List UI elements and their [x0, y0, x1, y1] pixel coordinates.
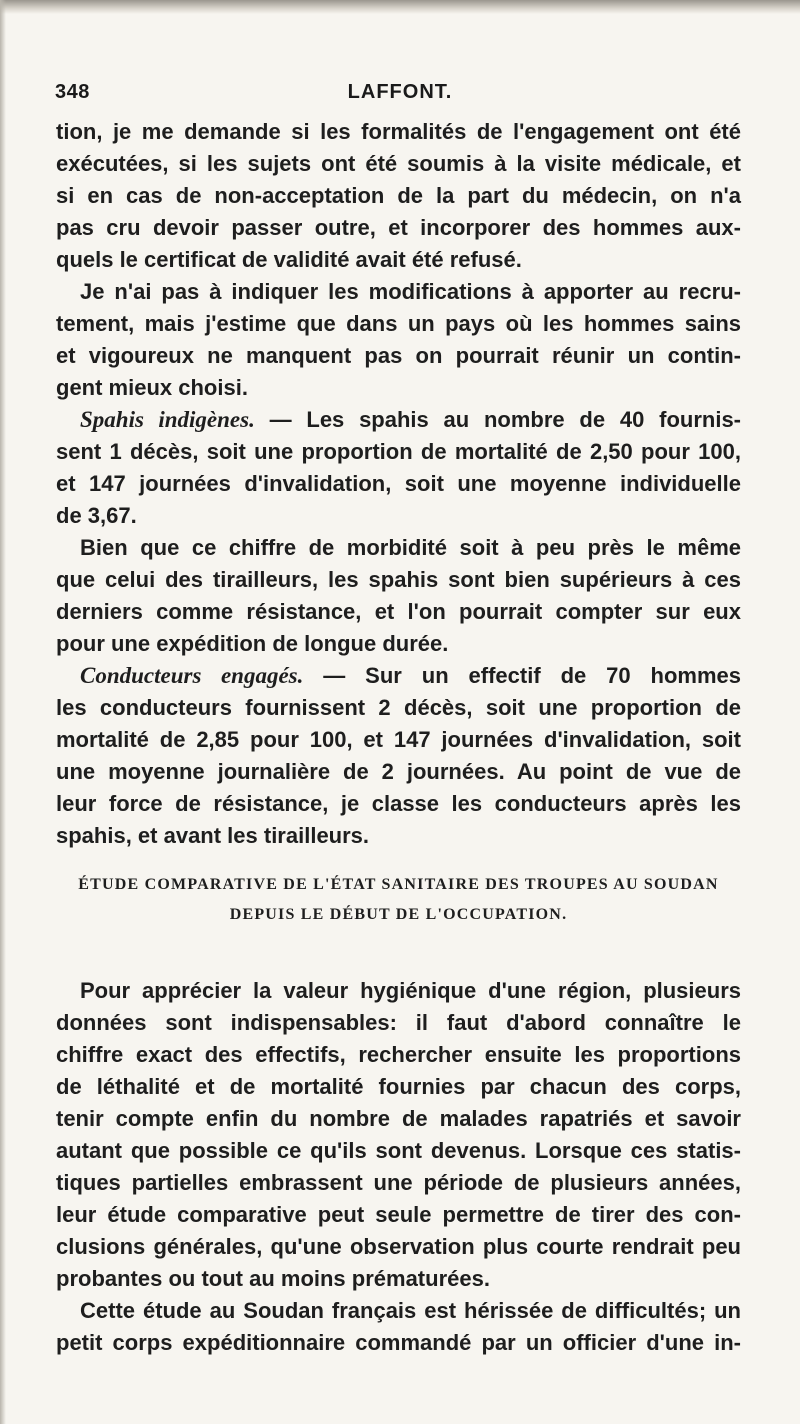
text-line: leur force de résistance, je classe les conducteurs après les	[56, 791, 741, 816]
text-line: quels le certificat de validité avait été refusé.	[56, 247, 522, 272]
text-line: Bien que ce chiffre de morbidité soit à peu près le même	[80, 535, 741, 560]
text-line: exécutées, si les sujets ont été soumis à la visite médicale, et	[56, 151, 741, 176]
text-line: tement, mais j'estime que dans un pays où les hommes sains	[56, 311, 741, 336]
text-line: leur étude comparative peut seule permettre de tirer des con-	[56, 1202, 741, 1227]
text-line: mortalité de 2,85 pour 100, et 147 journées d'invalidation, soit	[56, 727, 741, 752]
text-line: tenir compte enfin du nombre de malades rapatriés et savoir	[56, 1106, 741, 1131]
page-number: 348	[55, 81, 90, 103]
page-left-shadow	[0, 0, 6, 1424]
text-line: une moyenne journalière de 2 journées. Au point de vue de	[56, 759, 741, 784]
text-line: tiques partielles embrassent une période de plusieurs années,	[56, 1170, 741, 1195]
text-line: petit corps expéditionnaire commandé par un officier d'une in-	[56, 1330, 741, 1355]
text-line: si en cas de non-acceptation de la part du médecin, on n'a	[56, 183, 741, 208]
paragraph-engagement	[56, 116, 741, 852]
text-line: de 3,67.	[56, 503, 137, 528]
text-line: Pour apprécier la valeur hygiénique d'une région, plusieurs	[80, 978, 741, 1003]
text-line: clusions générales, qu'une observation plus courte rendrait peu	[56, 1234, 741, 1259]
spahis-heading: Spahis indigènes.	[80, 407, 255, 432]
page-top-shadow	[0, 0, 800, 14]
text-line: sent 1 décès, soit une proportion de mortalité de 2,50 pour 100,	[56, 439, 741, 464]
section-heading-line-2: DEPUIS LE DÉBUT DE L'OCCUPATION.	[229, 906, 568, 923]
text-line: données sont indispensables: il faut d'abord connaître le	[56, 1010, 741, 1035]
spahis-first-line	[56, 404, 741, 436]
paragraph-etude	[56, 975, 741, 1359]
text-line: spahis, et avant les tirailleurs.	[56, 823, 370, 848]
text-line: probantes ou tout au moins prématurées.	[56, 1266, 490, 1291]
text-line: chiffre exact des effectifs, rechercher ensuite les proportions	[56, 1042, 741, 1067]
text-line: et vigoureux ne manquent pas on pourrait réunir un contin-	[56, 343, 741, 368]
conducteurs-first-line	[56, 660, 741, 692]
text-line: Je n'ai pas à indiquer les modifications à apporter au recru-	[80, 279, 741, 304]
text-line: tion, je me demande si les formalités de l'engagement ont été	[56, 119, 741, 144]
text-line: gent mieux choisi.	[56, 375, 248, 400]
text-line: pour une expédition de longue durée.	[56, 631, 449, 656]
conducteurs-heading: Conducteurs engagés.	[80, 663, 304, 688]
text-line: de léthalité et de mortalité fournies par chacun des corps,	[56, 1074, 741, 1099]
text-line: Cette étude au Soudan français est hérissée de difficultés; un	[80, 1298, 741, 1323]
text-line: et 147 journées d'invalidation, soit une moyenne individuelle	[56, 471, 741, 496]
text-line: pas cru devoir passer outre, et incorporer des hommes aux-	[56, 215, 741, 240]
running-title: LAFFONT.	[347, 81, 453, 103]
text-line: que celui des tirailleurs, les spahis sont bien supérieurs à ces	[56, 567, 741, 592]
text-line: derniers comme résistance, et l'on pourrait compter sur eux	[56, 599, 741, 624]
text-line: les conducteurs fournissent 2 décès, soit une proportion de	[56, 695, 741, 720]
spahis-first-line-rest: — Les spahis au nombre de 40 fournis-	[254, 407, 742, 432]
section-heading	[56, 870, 741, 930]
text-line: autant que possible ce qu'ils sont devenus. Lorsque ces statis-	[56, 1138, 741, 1163]
conducteurs-first-line-rest: — Sur un effectif de 70 hommes	[303, 663, 741, 688]
running-head	[55, 78, 745, 108]
section-heading-line-1: ÉTUDE COMPARATIVE DE L'ÉTAT SANITAIRE DES TROUPES AU SOUDAN	[78, 876, 719, 893]
